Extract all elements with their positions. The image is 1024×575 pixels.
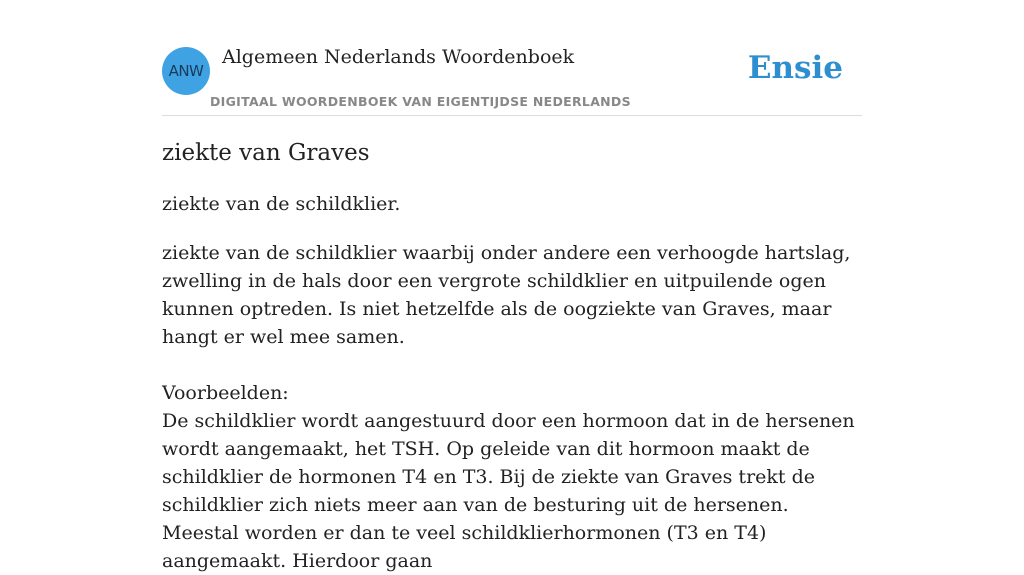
entry-title: ziekte van Graves [162, 140, 370, 166]
page-container [162, 0, 862, 572]
ensie-brand-link[interactable]: Ensie [747, 50, 843, 86]
anw-logo[interactable] [162, 47, 210, 95]
long-definition: ziekte van de schildklier waarbij onder andere een verhoogde hartslag, zwelling in de hals door een vergrote schildklier en uitpuilende ogen kunnen optreden. Is niet hetzelfde als de oogziekte van Graves, maar hangt er wel mee samen. [162, 242, 851, 348]
site-title[interactable]: Algemeen Nederlands Woordenboek [222, 46, 575, 68]
spacer [162, 351, 862, 379]
long-definition-block [162, 239, 862, 575]
examples-label: Voorbeelden: [162, 382, 289, 404]
site-header [162, 0, 862, 116]
example-text: De schildklier wordt aangestuurd door een hormoon dat in de hersenen wordt aangemaakt, het TSH. Op geleide van dit hormoon maakt de schildklier de hormonen T4 en T3. Bij de ziekte van Graves trekt de schildklier zich niets meer aan van de besturing uit de hersenen. Meestal worden er dan te veel schildklierhormonen (T3 en T4) aangemaakt. Hierdoor gaan [162, 410, 855, 572]
logo-text: ANW [168, 62, 204, 80]
short-definition: ziekte van de schildklier. [162, 193, 401, 215]
site-subtitle: DIGITAAL WOORDENBOEK VAN EIGENTIJDSE NEDERLANDS [210, 94, 631, 109]
